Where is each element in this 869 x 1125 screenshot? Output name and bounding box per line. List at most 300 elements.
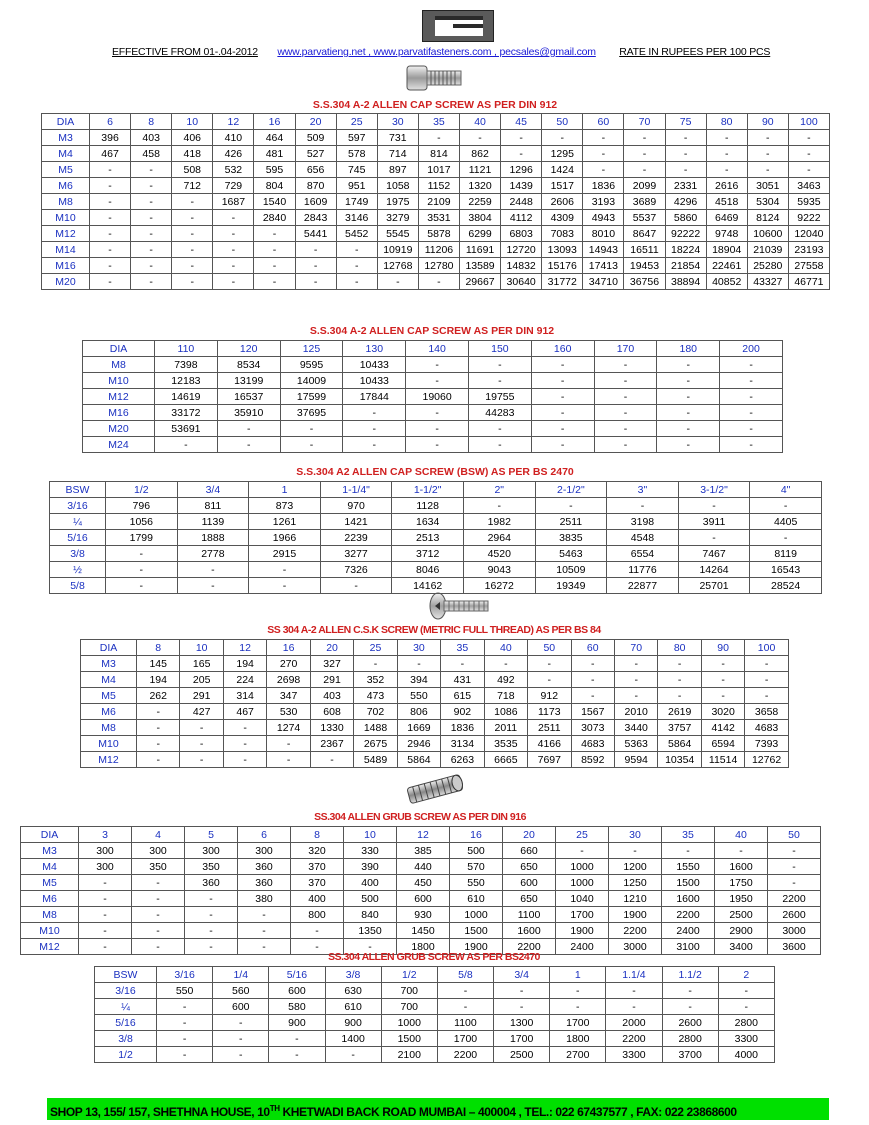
- table-cell: 14619: [155, 389, 218, 405]
- header-cell: 1-1/2": [392, 482, 464, 498]
- table-cell: 1296: [501, 162, 542, 178]
- table-cell: -: [280, 421, 343, 437]
- csk-screw-bs84-table: [80, 639, 789, 768]
- table-cell: -: [185, 891, 238, 907]
- table-cell: 1200: [609, 859, 662, 875]
- table-cell: -: [131, 178, 172, 194]
- header-cell: 50: [768, 827, 821, 843]
- table-cell: 912: [528, 688, 571, 704]
- table-cell: 3835: [535, 530, 607, 546]
- row-label-cell: 1/2: [95, 1047, 157, 1063]
- table-cell: 40852: [706, 274, 747, 290]
- table-cell: -: [528, 656, 571, 672]
- table-row: [42, 226, 830, 242]
- table-cell: 900: [325, 1015, 381, 1031]
- table-cell: 2100: [381, 1047, 437, 1063]
- table-cell: 3440: [614, 720, 657, 736]
- header-cell: 35: [441, 640, 484, 656]
- table-cell: 873: [249, 498, 321, 514]
- table-cell: 2400: [556, 939, 609, 955]
- table-row: [21, 843, 821, 859]
- row-label-cell: M12: [21, 939, 79, 955]
- table-cell: -: [720, 421, 783, 437]
- table-cell: 615: [441, 688, 484, 704]
- table-cell: 1121: [459, 162, 500, 178]
- table-cell: -: [344, 939, 397, 955]
- table-cell: -: [494, 999, 550, 1015]
- table-cell: 9595: [280, 357, 343, 373]
- table-cell: 3300: [718, 1031, 774, 1047]
- table-cell: -: [657, 405, 720, 421]
- table-cell: 1330: [310, 720, 353, 736]
- table-cell: 3400: [715, 939, 768, 955]
- table-cell: -: [484, 656, 527, 672]
- table-cell: 1687: [213, 194, 254, 210]
- table-cell: 608: [310, 704, 353, 720]
- table-cell: 12780: [418, 258, 459, 274]
- header-cell: DIA: [21, 827, 79, 843]
- table-cell: 2946: [397, 736, 440, 752]
- table-cell: 2200: [437, 1047, 493, 1063]
- table-cell: 714: [377, 146, 418, 162]
- table-cell: 1600: [662, 891, 715, 907]
- header-cell: 3/4: [177, 482, 249, 498]
- table-cell: 8010: [583, 226, 624, 242]
- table-cell: 5441: [295, 226, 336, 242]
- table-cell: -: [172, 210, 213, 226]
- table-cell: 23193: [788, 242, 829, 258]
- table-cell: 1900: [450, 939, 503, 955]
- table-cell: 30640: [501, 274, 542, 290]
- table-cell: -: [132, 907, 185, 923]
- table-cell: 1888: [177, 530, 249, 546]
- table-cell: 2675: [354, 736, 397, 752]
- table-cell: -: [606, 999, 662, 1015]
- table-row: [42, 146, 830, 162]
- row-label-cell: M12: [81, 752, 137, 768]
- table-cell: 3073: [571, 720, 614, 736]
- table-cell: 731: [377, 130, 418, 146]
- row-label-cell: 3/16: [50, 498, 106, 514]
- header-cell: 100: [788, 114, 829, 130]
- table-cell: 2915: [249, 546, 321, 562]
- table-cell: 1488: [354, 720, 397, 736]
- table-cell: 467: [223, 704, 266, 720]
- header-cell: 80: [658, 640, 701, 656]
- table-cell: 2200: [768, 891, 821, 907]
- table-cell: -: [295, 258, 336, 274]
- table-cell: 5463: [535, 546, 607, 562]
- table-cell: 1550: [662, 859, 715, 875]
- table-cell: 1152: [418, 178, 459, 194]
- table-cell: 5537: [624, 210, 665, 226]
- header-cell: 8: [291, 827, 344, 843]
- table-cell: 5864: [397, 752, 440, 768]
- table-cell: 10433: [343, 373, 406, 389]
- table-cell: -: [185, 907, 238, 923]
- table-cell: 291: [310, 672, 353, 688]
- table-cell: 1836: [441, 720, 484, 736]
- row-label-cell: M6: [81, 704, 137, 720]
- table-cell: -: [750, 530, 822, 546]
- table-cell: 403: [310, 688, 353, 704]
- header-cell: 160: [531, 341, 594, 357]
- row-label-cell: M12: [83, 389, 155, 405]
- table-cell: 527: [295, 146, 336, 162]
- table-row: [81, 672, 789, 688]
- table-cell: 2511: [535, 514, 607, 530]
- table-cell: 14832: [501, 258, 542, 274]
- table-row: [50, 514, 822, 530]
- table-cell: -: [624, 130, 665, 146]
- table-header-row: [83, 341, 783, 357]
- table-cell: 1634: [392, 514, 464, 530]
- table-cell: 3535: [484, 736, 527, 752]
- table-cell: -: [606, 983, 662, 999]
- table-cell: 509: [295, 130, 336, 146]
- header-cell: 40: [715, 827, 768, 843]
- table-cell: 352: [354, 672, 397, 688]
- table-cell: 450: [397, 875, 450, 891]
- header-cell: 170: [594, 341, 657, 357]
- table-cell: 7467: [678, 546, 750, 562]
- table-cell: 610: [450, 891, 503, 907]
- table5-title: SS.304 ALLEN GRUB SCREW AS PER DIN 916: [314, 811, 526, 823]
- table-cell: -: [468, 357, 531, 373]
- table-cell: 13589: [459, 258, 500, 274]
- table-cell: 327: [310, 656, 353, 672]
- header-cell: 35: [662, 827, 715, 843]
- table-cell: -: [310, 752, 353, 768]
- table-row: [42, 258, 830, 274]
- table-cell: 25701: [678, 578, 750, 594]
- table-cell: 3911: [678, 514, 750, 530]
- logo-mark-icon: [435, 16, 483, 36]
- table-cell: 270: [267, 656, 310, 672]
- table-cell: 11206: [418, 242, 459, 258]
- table-cell: -: [131, 210, 172, 226]
- table-cell: -: [157, 1047, 213, 1063]
- row-label-cell: M12: [42, 226, 90, 242]
- table-cell: 431: [441, 672, 484, 688]
- table-cell: 7398: [155, 357, 218, 373]
- table-cell: 951: [336, 178, 377, 194]
- table-row: [83, 405, 783, 421]
- table-cell: -: [223, 752, 266, 768]
- table-cell: -: [594, 389, 657, 405]
- table-cell: 1058: [377, 178, 418, 194]
- table-cell: -: [571, 656, 614, 672]
- website-links[interactable]: www.parvatieng.net , www.parvatifasteners.com , pecsales@gmail.com: [277, 46, 596, 58]
- table-row: [95, 1031, 775, 1047]
- table-cell: -: [131, 194, 172, 210]
- header-cell: 70: [614, 640, 657, 656]
- table-cell: -: [254, 242, 295, 258]
- table-cell: 1700: [550, 1015, 606, 1031]
- header-cell: 140: [406, 341, 469, 357]
- table-cell: 2600: [662, 1015, 718, 1031]
- table-cell: 22877: [607, 578, 679, 594]
- table-cell: 806: [397, 704, 440, 720]
- header-cell: 1/2: [381, 967, 437, 983]
- table-cell: -: [213, 1047, 269, 1063]
- table-cell: -: [665, 130, 706, 146]
- table-row: [42, 194, 830, 210]
- table-cell: 6665: [484, 752, 527, 768]
- table-cell: 13199: [217, 373, 280, 389]
- table-cell: -: [531, 405, 594, 421]
- table-cell: 10354: [658, 752, 701, 768]
- header-cell: 3/16: [157, 967, 213, 983]
- table-cell: 532: [213, 162, 254, 178]
- table-cell: 3000: [609, 939, 662, 955]
- header-cell: 4": [750, 482, 822, 498]
- table-cell: 37695: [280, 405, 343, 421]
- table-cell: 1000: [556, 859, 609, 875]
- header-cell: 180: [657, 341, 720, 357]
- table-cell: -: [177, 578, 249, 594]
- table-cell: 840: [344, 907, 397, 923]
- table-cell: 600: [397, 891, 450, 907]
- table-cell: 194: [137, 672, 180, 688]
- table-cell: 2900: [715, 923, 768, 939]
- table-cell: -: [706, 162, 747, 178]
- table-cell: 5304: [747, 194, 788, 210]
- header-cell: 3": [607, 482, 679, 498]
- row-label-cell: 5/16: [50, 530, 106, 546]
- table-cell: 14264: [678, 562, 750, 578]
- table-cell: 3531: [418, 210, 459, 226]
- table-cell: -: [90, 178, 131, 194]
- table-cell: -: [594, 405, 657, 421]
- table-cell: 360: [238, 859, 291, 875]
- table-cell: -: [336, 258, 377, 274]
- table-cell: 2200: [503, 939, 556, 955]
- table-cell: 19453: [624, 258, 665, 274]
- table-cell: -: [172, 194, 213, 210]
- table-cell: 718: [484, 688, 527, 704]
- table-cell: 38894: [665, 274, 706, 290]
- table-cell: 385: [397, 843, 450, 859]
- table-cell: -: [583, 162, 624, 178]
- table-row: [83, 437, 783, 453]
- table-cell: 440: [397, 859, 450, 875]
- table-cell: 595: [254, 162, 295, 178]
- table-cell: 900: [269, 1015, 325, 1031]
- table-cell: 473: [354, 688, 397, 704]
- table-cell: 1517: [542, 178, 583, 194]
- grub-screw-bs2470-table: [94, 966, 775, 1063]
- table-row: [81, 720, 789, 736]
- header-cell: 3/4: [494, 967, 550, 983]
- table-cell: -: [213, 242, 254, 258]
- table-cell: 360: [185, 875, 238, 891]
- table-cell: -: [172, 226, 213, 242]
- table-cell: 1056: [106, 514, 178, 530]
- table-cell: -: [137, 720, 180, 736]
- table-cell: 2778: [177, 546, 249, 562]
- header-cell: 16: [254, 114, 295, 130]
- table-cell: -: [747, 146, 788, 162]
- table-row: [95, 983, 775, 999]
- table-cell: -: [441, 656, 484, 672]
- table-cell: 2109: [418, 194, 459, 210]
- table-cell: -: [406, 405, 469, 421]
- table-cell: -: [90, 210, 131, 226]
- table-row: [81, 752, 789, 768]
- table-cell: -: [531, 421, 594, 437]
- table-cell: -: [269, 1047, 325, 1063]
- table-row: [42, 274, 830, 290]
- table-cell: -: [468, 373, 531, 389]
- header-cell: 12: [397, 827, 450, 843]
- table-cell: -: [720, 405, 783, 421]
- table-cell: 29667: [459, 274, 500, 290]
- header-cell: 80: [706, 114, 747, 130]
- table-cell: -: [223, 720, 266, 736]
- table-cell: 500: [344, 891, 397, 907]
- header-cell: 150: [468, 341, 531, 357]
- row-label-cell: M8: [21, 907, 79, 923]
- table-cell: 2840: [254, 210, 295, 226]
- table-cell: 21039: [747, 242, 788, 258]
- table-cell: -: [745, 688, 788, 704]
- table-cell: -: [624, 162, 665, 178]
- table-cell: 464: [254, 130, 295, 146]
- header-cell: 1/4: [213, 967, 269, 983]
- table-cell: 2000: [606, 1015, 662, 1031]
- table-cell: 18904: [706, 242, 747, 258]
- table-cell: 16537: [217, 389, 280, 405]
- table-cell: -: [217, 421, 280, 437]
- table-cell: -: [657, 357, 720, 373]
- table-cell: -: [531, 373, 594, 389]
- table-row: [50, 498, 822, 514]
- table-cell: 814: [418, 146, 459, 162]
- table-cell: -: [768, 843, 821, 859]
- table-cell: 9043: [463, 562, 535, 578]
- row-label-cell: M14: [42, 242, 90, 258]
- table-cell: -: [657, 389, 720, 405]
- table-cell: 2511: [528, 720, 571, 736]
- table-cell: 1950: [715, 891, 768, 907]
- table-cell: 550: [157, 983, 213, 999]
- table-cell: 320: [291, 843, 344, 859]
- header-cell: 16: [450, 827, 503, 843]
- table-row: [83, 357, 783, 373]
- table-cell: 426: [213, 146, 254, 162]
- table-cell: -: [90, 194, 131, 210]
- row-label-cell: ¼: [50, 514, 106, 530]
- table-cell: -: [665, 146, 706, 162]
- table-cell: 6803: [501, 226, 542, 242]
- table-cell: -: [468, 421, 531, 437]
- table-cell: -: [556, 843, 609, 859]
- table-cell: 4683: [571, 736, 614, 752]
- header-cell: 20: [295, 114, 336, 130]
- table-cell: -: [531, 357, 594, 373]
- table-cell: 3146: [336, 210, 377, 226]
- header-cell: 25: [336, 114, 377, 130]
- table-cell: -: [571, 672, 614, 688]
- table-cell: -: [137, 752, 180, 768]
- table-cell: 600: [503, 875, 556, 891]
- table-cell: 28524: [750, 578, 822, 594]
- row-label-cell: M6: [42, 178, 90, 194]
- table-cell: 1500: [450, 923, 503, 939]
- table-cell: 5864: [658, 736, 701, 752]
- table-cell: -: [678, 498, 750, 514]
- table-cell: 46771: [788, 274, 829, 290]
- table-row: [50, 562, 822, 578]
- table-cell: -: [90, 226, 131, 242]
- table-cell: -: [172, 274, 213, 290]
- table1-title: S.S.304 A-2 ALLEN CAP SCREW AS PER DIN 912: [312, 99, 558, 111]
- table-cell: 2239: [320, 530, 392, 546]
- table-cell: 3658: [745, 704, 788, 720]
- table-cell: 11691: [459, 242, 500, 258]
- row-label-cell: M16: [42, 258, 90, 274]
- table-cell: 7326: [320, 562, 392, 578]
- table-cell: 6469: [706, 210, 747, 226]
- table-cell: 804: [254, 178, 295, 194]
- table-cell: 3051: [747, 178, 788, 194]
- table-cell: 350: [185, 859, 238, 875]
- table-cell: -: [213, 274, 254, 290]
- table-cell: 14009: [280, 373, 343, 389]
- table-cell: -: [397, 656, 440, 672]
- table-cell: 1040: [556, 891, 609, 907]
- table-cell: 35910: [217, 405, 280, 421]
- table-cell: -: [343, 421, 406, 437]
- table-cell: -: [238, 907, 291, 923]
- table-cell: 2698: [267, 672, 310, 688]
- table-cell: 145: [137, 656, 180, 672]
- table-row: [50, 546, 822, 562]
- table-header-row: [81, 640, 789, 656]
- table-cell: 17599: [280, 389, 343, 405]
- table-cell: 650: [503, 859, 556, 875]
- table-cell: 4166: [528, 736, 571, 752]
- table-cell: -: [213, 258, 254, 274]
- rate-note: RATE IN RUPEES PER 100 PCS: [619, 46, 771, 58]
- table-cell: 745: [336, 162, 377, 178]
- footer-address-sup: TH: [269, 1104, 280, 1113]
- effective-date: EFFECTIVE FROM 01-.04-2012: [112, 46, 258, 58]
- table-cell: -: [90, 242, 131, 258]
- table-cell: 396: [90, 130, 131, 146]
- table-cell: 1086: [484, 704, 527, 720]
- table-row: [42, 210, 830, 226]
- row-label-cell: M4: [42, 146, 90, 162]
- table-cell: -: [336, 274, 377, 290]
- table-cell: 6263: [441, 752, 484, 768]
- table-cell: 600: [213, 999, 269, 1015]
- header-cell: DIA: [83, 341, 155, 357]
- table-cell: -: [701, 656, 744, 672]
- header-cell: 200: [720, 341, 783, 357]
- table-cell: -: [131, 226, 172, 242]
- header-cell: 12: [223, 640, 266, 656]
- header-cell: 125: [280, 341, 343, 357]
- table-cell: -: [157, 1015, 213, 1031]
- table-cell: -: [249, 578, 321, 594]
- table-cell: 291: [180, 688, 223, 704]
- table-cell: -: [594, 373, 657, 389]
- grub-screw-image-icon: [404, 772, 466, 806]
- header-cell: 5/8: [437, 967, 493, 983]
- table-cell: 19060: [406, 389, 469, 405]
